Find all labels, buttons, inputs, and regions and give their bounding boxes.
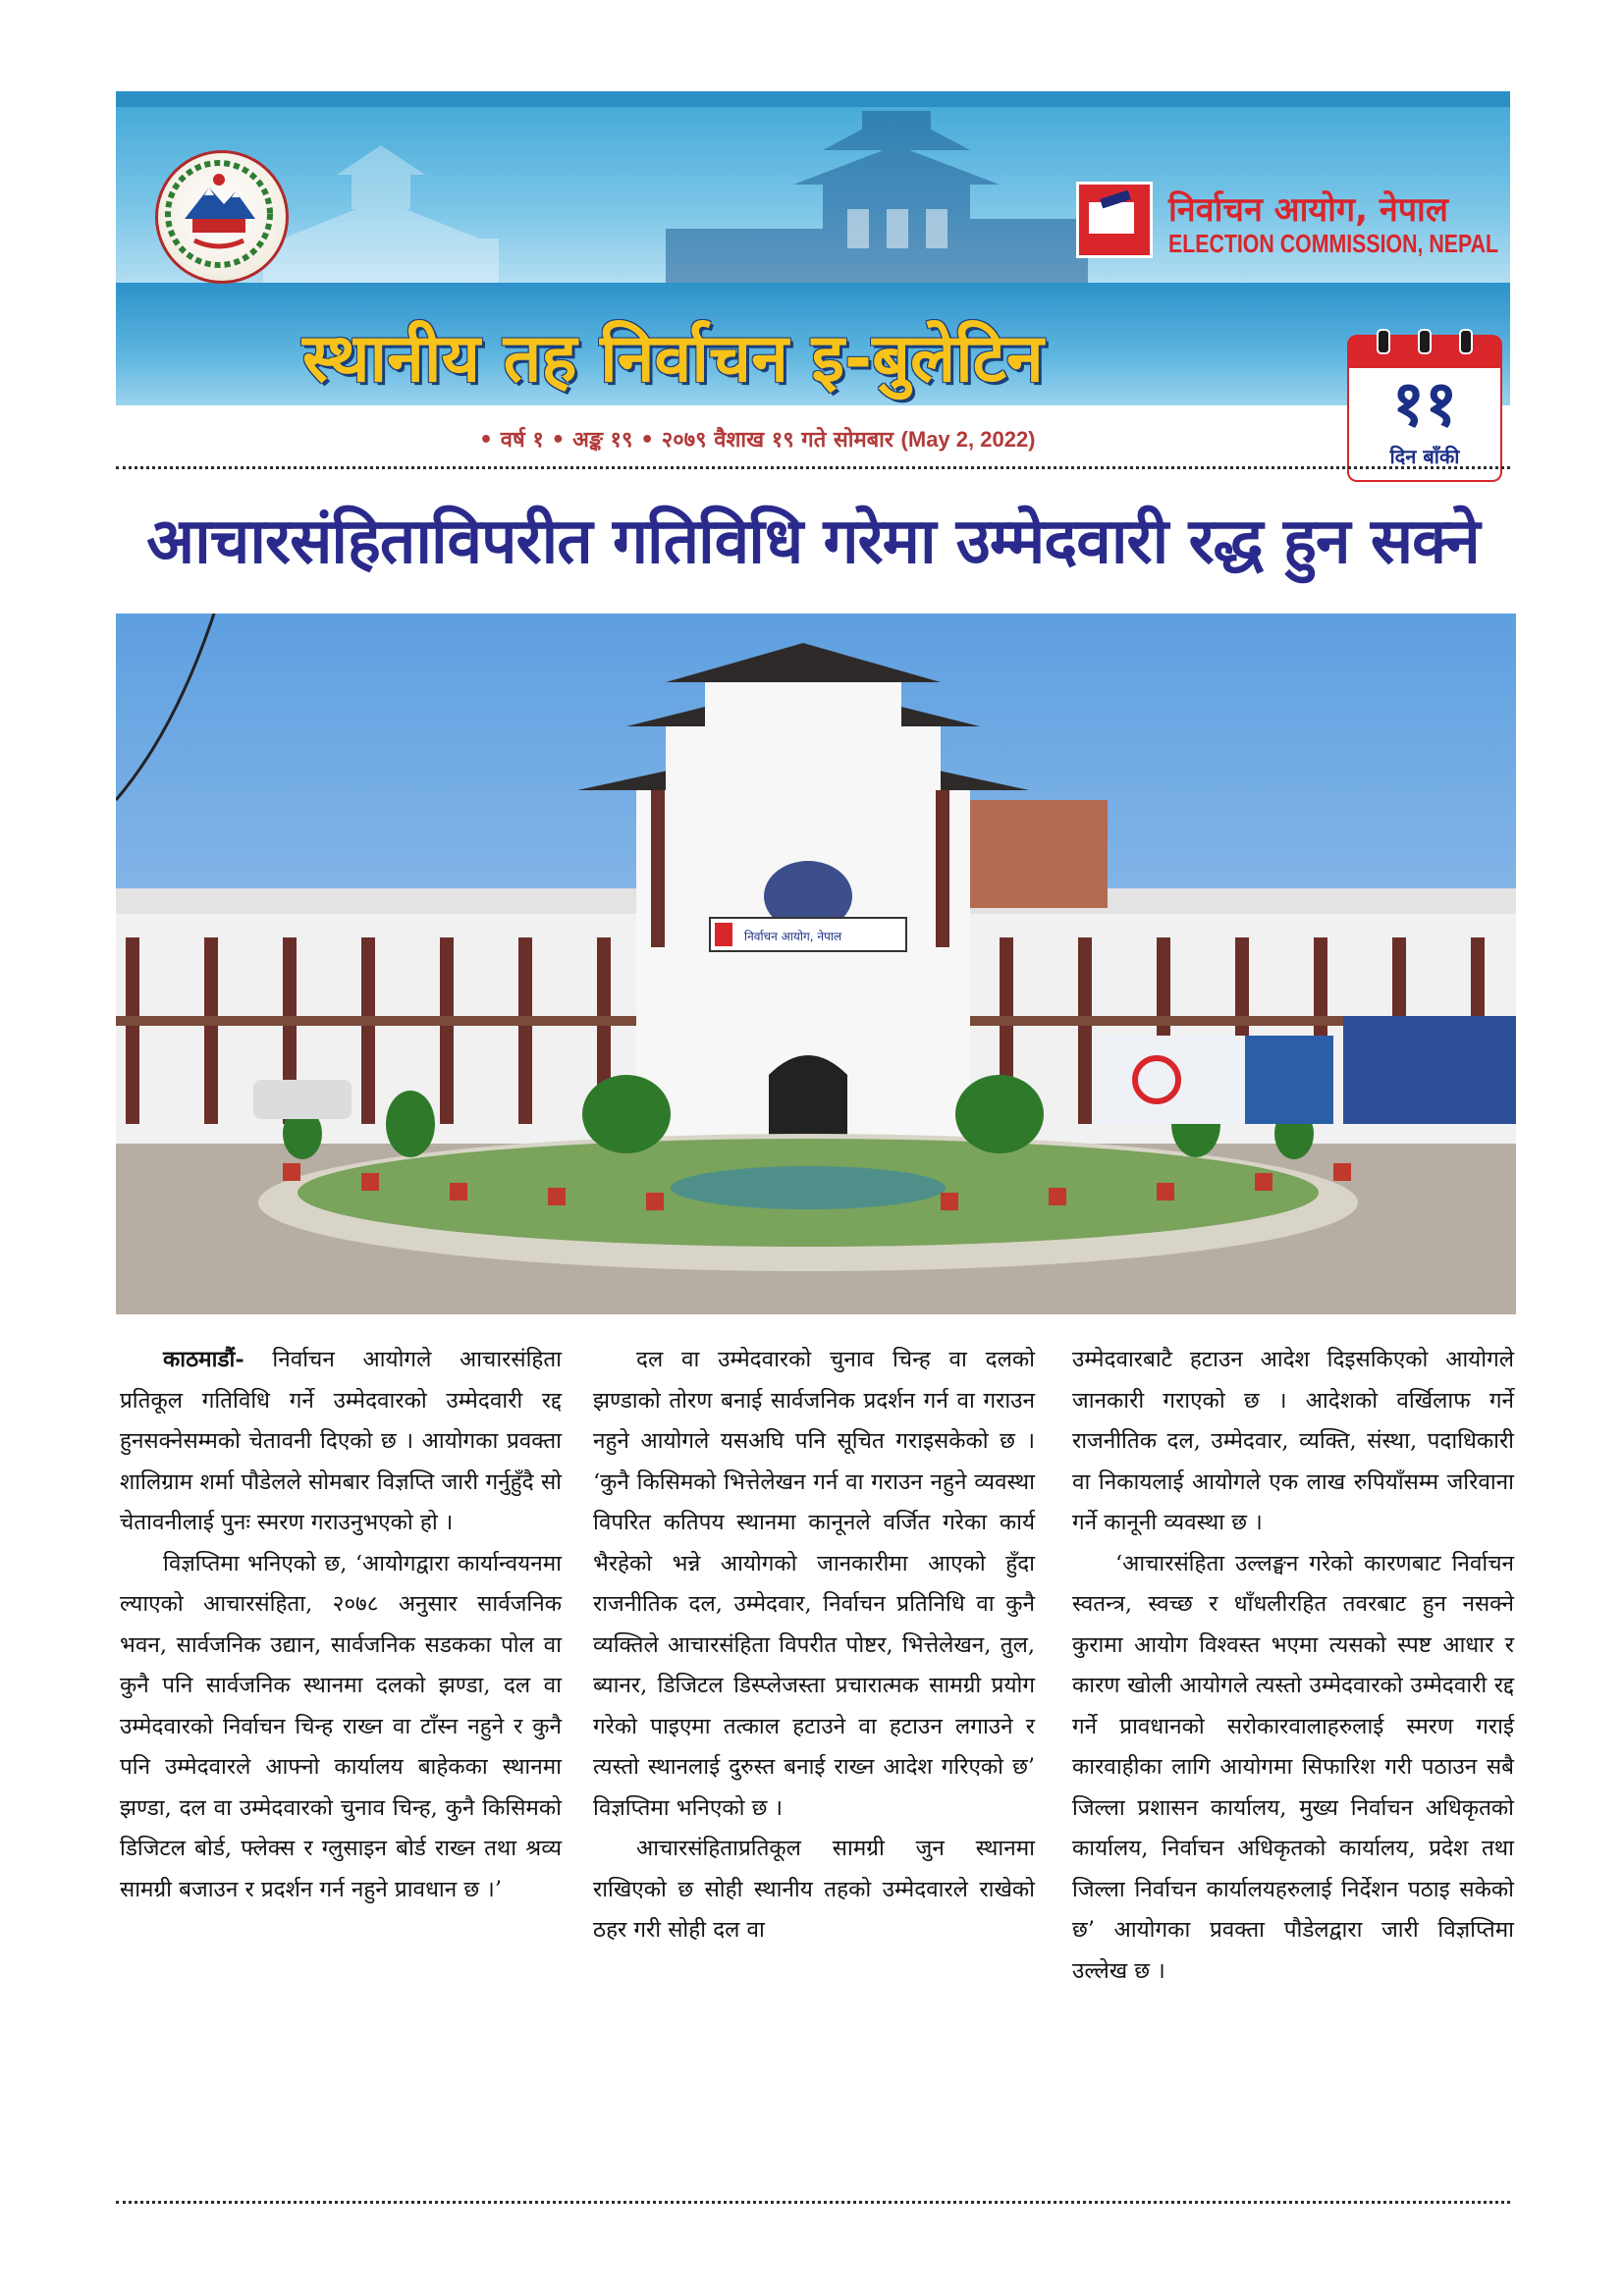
election-commission-logo-icon — [1076, 182, 1153, 258]
org-name-english: ELECTION COMMISSION, NEPAL — [1168, 229, 1499, 258]
photo-signboard-text: निर्वाचन आयोग, नेपाल — [744, 930, 842, 943]
article-paragraph: विज्ञप्तिमा भनिएको छ, ‘आयोगद्वारा कार्यान्वयनमा ल्याएको आचारसंहिता, २०७८ अनुसार सार्वजनिक भवन, सार्वजनिक उद्यान, सार्वजनिक सडकका पोल वा कुनै पनि सार्वजनिक स्थानमा दलको झण्डा, दल वा उम्मेदवारको निर्वाचन चिन्ह राख्न वा टाँस्न नहुने र कुनै पनि उम्मेदवारले आफ्नो कार्यालय बाहेकका स्थानमा झण्डा, दल वा उम्मेदवारको चुनाव चिन्ह, कुनै किसिमको डिजिटल बोर्ड, फ्लेक्स र ग्लुसाइन बोर्ड राख्न तथा श्रव्य सामग्री बजाउन र प्रदर्शन गर्न नहुने प्रावधान छ ।’ — [120, 1550, 562, 1902]
article-paragraph: ‘आचारसंहिता उल्लङ्घन गरेको कारणबाट निर्वाचन स्वतन्त्र, स्वच्छ र धाँधलीरहित तवरबाट हुन नसक्ने कुरामा आयोग विश्वस्त भएमा त्यसको स्पष्ट आधार र कारण खोली आयोगले त्यस्तो उम्मेदवारको उम्मेदवारी रद्द गर्ने प्रावधानको सरोकारवालाहरुलाई स्मरण गराई कारवाहीका लागि आयोगमा सिफारिश गरी पठाउन सबै जिल्ला प्रशासन कार्यालय, मुख्य निर्वाचन अधिकृतको कार्यालय, निर्वाचन अधिकृतको कार्यालय, प्रदेश तथा जिल्ला निर्वाचन कार्यालयहरुलाई निर्देशन पठाइ सकेको छ’ आयोगका प्रवक्ता पौडेलद्वारा जारी विज्ञप्तिमा उल्लेख छ । — [1072, 1550, 1514, 1984]
countdown-calendar — [1347, 329, 1502, 484]
countdown-label: दिन बाँकी — [1389, 445, 1460, 468]
nepal-emblem-icon — [155, 150, 289, 284]
article-paragraph: आचारसंहिताप्रतिकूल सामग्री जुन स्थानमा राखिएको छ सोही स्थानीय तहको उम्मेदवारले राखेको ठहर गरी सोही दल वा — [593, 1836, 1035, 1943]
issue-line-english: (May 2, 2022) — [900, 427, 1036, 452]
calendar-ring-icon — [1377, 329, 1390, 354]
article-headline: आचारसंहिताविपरीत गतिविधि गरेमा उम्मेदवारी रद्ध हुन सक्ने — [146, 506, 1480, 578]
article-column-2 — [593, 1340, 1035, 1951]
masthead-banner — [116, 91, 1510, 405]
article-paragraph — [120, 1340, 562, 1544]
article-column-1 — [120, 1340, 562, 1910]
paragraph-text: निर्वाचन आयोगले आचारसंहिता प्रतिकूल गतिविधि गर्ने उम्मेदवारको उम्मेदवारी रद्द हुनसक्नेसम्मको चेतावनी दिएको छ । आयोगका प्रवक्ता शालिग्राम शर्मा पौडेलले सोमबार विज्ञप्ति जारी गर्नुहुँदै सो चेतावनीलाई पुनः स्मरण गराउनुभएको हो । — [120, 1347, 562, 1535]
countdown-number: ११ — [1391, 368, 1458, 441]
calendar-ring-icon — [1459, 329, 1473, 354]
article-paragraph: दल वा उम्मेदवारको चुनाव चिन्ह वा दलको झण्डाको तोरण बनाई सार्वजनिक प्रदर्शन गर्न वा गराउन नहुने आयोगले यसअघि पनि सूचित गराइसकेको छ । ‘कुनै किसिमको भित्तेलेखन गर्न वा गराउन नहुने व्यवस्था विपरित कतिपय स्थानमा कानूनले वर्जित गरेका कार्य भैरहेको भन्ने आयोगको जानकारीमा आएको हुँदा राजनीतिक दल, उम्मेदवार, निर्वाचन प्रतिनिधि वा कुनै व्यक्तिले आचारसंहिता विपरीत पोष्टर, भित्तेलेखन, तुल, ब्यानर, डिजिटल डिस्प्लेजस्ता प्रचारात्मक सामग्री प्रयोग गरेको पाइएमा तत्काल हटाउने वा हटाउन लगाउने र त्यस्तो स्थानलाई दुरुस्त बनाई राख्न आदेश गरिएको छ’ विज्ञप्तिमा भनिएको छ । — [593, 1347, 1035, 1821]
divider-top — [116, 466, 1510, 469]
issue-line — [479, 424, 1036, 454]
election-commission-building-photo — [116, 614, 1516, 1314]
issue-line-nepali: • वर्ष १ • अङ्क १९ • २०७९ वैशाख १९ गते सोमबार — [479, 428, 893, 453]
article-column-3 — [1072, 1340, 1514, 1992]
bulletin-title: स्थानीय तह निर्वाचन इ-बुलेटिन — [302, 320, 1044, 398]
article-paragraph: उम्मेदवारबाटै हटाउन आदेश दिइसकिएको आयोगले जानकारी गराएको छ । आदेशको वर्खिलाफ गर्ने राजनीतिक दल, उम्मेदवार, व्यक्ति, संस्था, पदाधिकारी वा निकायलाई आयोगले एक लाख रुपियाँसम्म जरिवाना गर्ने कानूनी व्यवस्था छ । — [1072, 1347, 1514, 1535]
org-name-nepali: निर्वाचन आयोग, नेपाल — [1168, 190, 1448, 230]
dateline: काठमाडौं- — [163, 1347, 244, 1372]
divider-bottom — [116, 2201, 1510, 2204]
calendar-ring-icon — [1418, 329, 1432, 354]
